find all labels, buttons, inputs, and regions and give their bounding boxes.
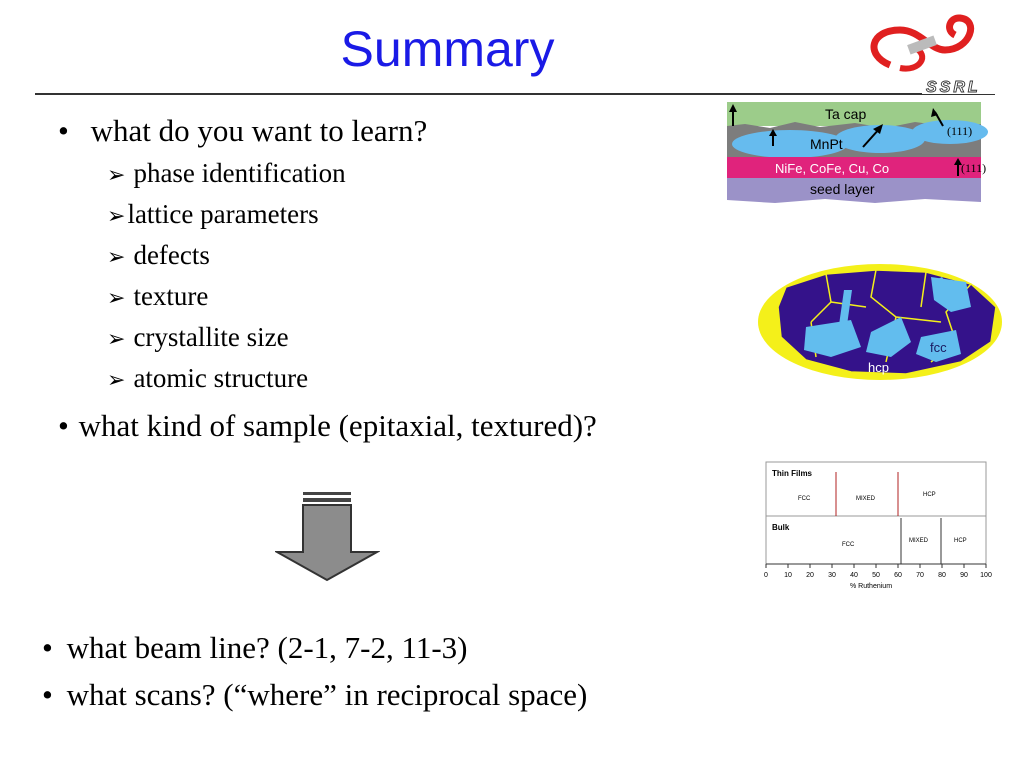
bullet-marker: • <box>58 408 69 443</box>
sub-bullet: ➢lattice parameters <box>107 199 319 229</box>
bullet-marker: • <box>42 677 53 712</box>
svg-text:FCC: FCC <box>842 542 855 548</box>
tick-label: 30 <box>828 572 836 579</box>
arrow-bullet-icon: ➢ <box>107 204 126 229</box>
svg-text:hcp: hcp <box>868 360 889 375</box>
svg-text:MIXED: MIXED <box>856 496 876 502</box>
bullet-learn <box>58 113 427 149</box>
svg-text:HCP: HCP <box>954 538 967 544</box>
sub-bullet: ➢ crystallite size <box>107 322 289 352</box>
sub-bullet: ➢ atomic structure <box>107 363 309 393</box>
slide-title: Summary <box>340 21 555 77</box>
bullet-text: what beam line? (2-1, 7-2, 11-3) <box>66 630 468 665</box>
chart-ticks <box>764 564 992 579</box>
svg-text:NiFe, CoFe, Cu, Co: NiFe, CoFe, Cu, Co <box>775 161 890 176</box>
arrow-bullet-icon: ➢ <box>107 286 126 311</box>
down-arrow-icon <box>275 490 380 582</box>
tick-label: 20 <box>806 572 814 579</box>
bullet-scans <box>42 677 587 713</box>
tick-label: 0 <box>764 572 768 579</box>
grain-structure-figure <box>756 262 1004 382</box>
bullet-text: what scans? (“where” in reciprocal space) <box>66 677 588 712</box>
layer-stack-figure <box>725 102 993 204</box>
arrow-bullet-icon: ➢ <box>107 327 126 352</box>
logo-text: SSRL <box>926 79 981 95</box>
svg-text:MIXED: MIXED <box>909 538 929 544</box>
tick-label: 40 <box>850 572 858 579</box>
ssrl-logo <box>860 10 1000 95</box>
svg-text:fcc: fcc <box>930 340 947 355</box>
svg-text:Thin Films: Thin Films <box>772 469 812 478</box>
svg-text:Ta cap: Ta cap <box>825 106 867 122</box>
svg-text:HCP: HCP <box>923 492 936 498</box>
tick-label: 50 <box>872 572 880 579</box>
svg-text:(111): (111) <box>947 124 973 138</box>
sub-bullet: ➢ texture <box>107 281 209 311</box>
bullet-text: what kind of sample (epitaxial, textured)? <box>78 408 597 443</box>
bullet-text: what do you want to learn? <box>90 113 428 148</box>
bullet-beamline <box>42 630 467 666</box>
tick-label: 90 <box>960 572 968 579</box>
tick-label: 10 <box>784 572 792 579</box>
tick-label: 60 <box>894 572 902 579</box>
tick-label: 100 <box>980 572 992 579</box>
sub-bullet: ➢ phase identification <box>107 158 346 188</box>
phase-chart-figure <box>758 458 998 593</box>
svg-text:seed layer: seed layer <box>810 181 875 197</box>
svg-text:MnPt: MnPt <box>810 136 843 152</box>
arrow-bullet-icon: ➢ <box>107 163 126 188</box>
svg-text:FCC: FCC <box>798 496 811 502</box>
arrow-bullet-icon: ➢ <box>107 368 126 393</box>
bullet-sample <box>58 408 597 444</box>
bullet-marker: • <box>42 630 53 665</box>
tick-label: 80 <box>938 572 946 579</box>
arrow-bullet-icon: ➢ <box>107 245 126 270</box>
svg-text:Bulk: Bulk <box>772 523 790 532</box>
svg-text:% Ruthenium: % Ruthenium <box>850 583 893 590</box>
title-divider <box>35 93 995 95</box>
tick-label: 70 <box>916 572 924 579</box>
bullet-marker: • <box>58 113 69 148</box>
svg-text:(111): (111) <box>961 161 987 175</box>
sub-bullet: ➢ defects <box>107 240 210 270</box>
